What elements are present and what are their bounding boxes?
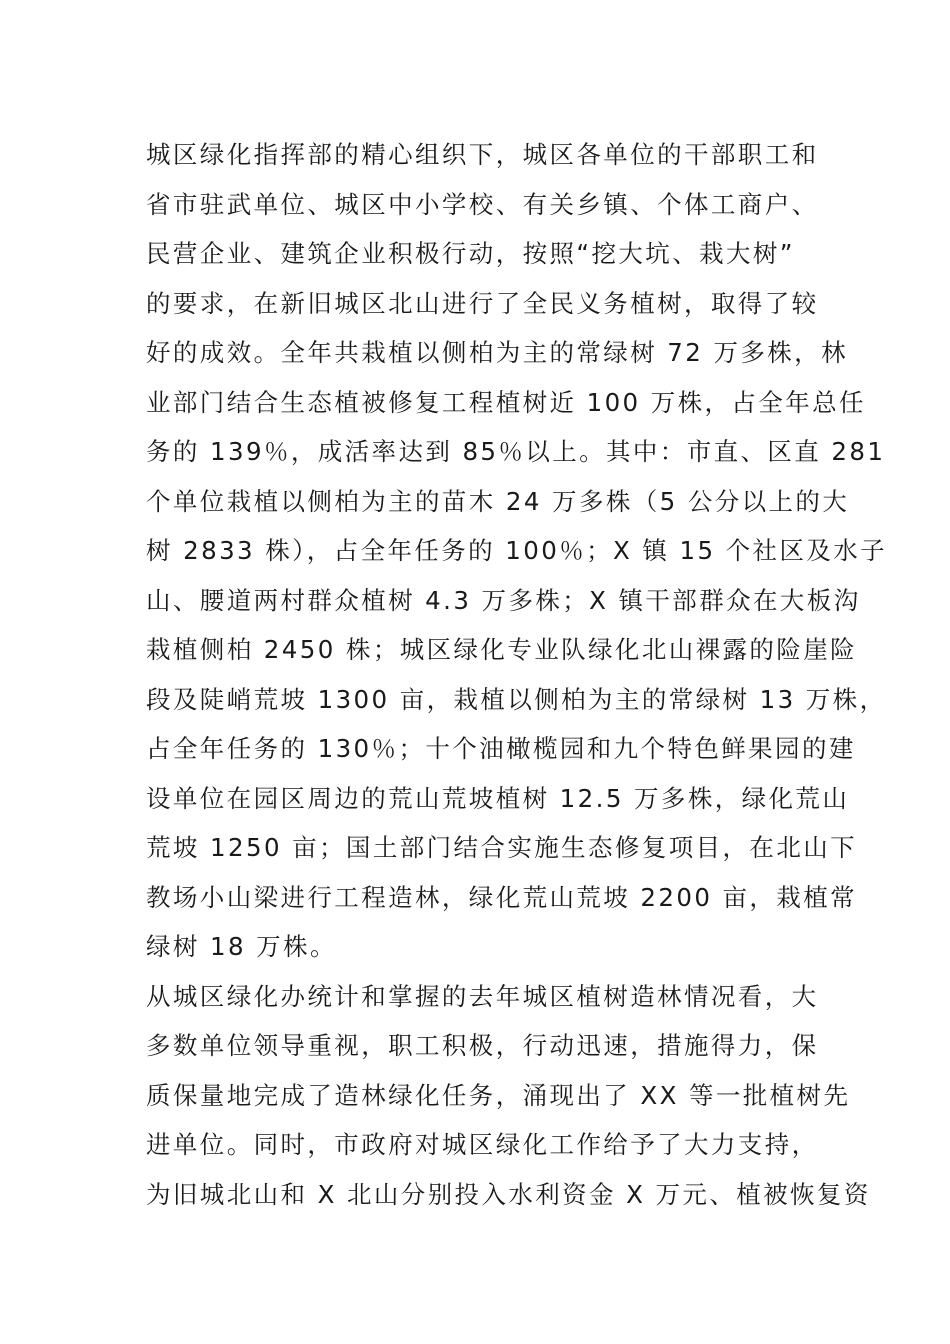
- text-line: 业部门结合生态植被修复工程植树近 100 万株，占全年总任: [146, 387, 866, 417]
- text-line: 教场小山梁进行工程造林，绿化荒山荒坡 2200 亩，栽植常: [146, 882, 858, 912]
- paragraph-statistics-summary: [146, 972, 871, 1220]
- text-line: 占全年任务的 130％；十个油橄榄园和九个特色鲜果园的建: [146, 734, 856, 763]
- text-line: 民营企业、建筑企业积极行动，按照“挖大坑、栽大树”: [146, 239, 795, 268]
- text-line: 山、腰道两村群众植树 4.3 万多株；X 镇干部群众在大板沟: [146, 585, 861, 615]
- text-line: 务的 139％，成活率达到 85％以上。其中：市直、区直 281: [146, 437, 886, 466]
- text-line: 多数单位领导重视，职工积极，行动迅速，措施得力，保: [146, 1031, 819, 1060]
- text-line: 设单位在园区周边的荒山荒坡植树 12.5 万多株，绿化荒山: [146, 783, 850, 813]
- text-line: 栽植侧柏 2450 株；城区绿化专业队绿化北山裸露的险崖险: [146, 635, 858, 664]
- text-line: 树 2833 株），占全年任务的 100％；X 镇 15 个社区及水子: [146, 536, 888, 565]
- text-line: 荒坡 1250 亩；国土部门结合实施生态修复项目，在北山下: [146, 833, 858, 862]
- text-line: 省市驻武单位、城区中小学校、有关乡镇、个体工商户、: [146, 189, 819, 219]
- text-line: 从城区绿化办统计和掌握的去年城区植树造林情况看，大: [146, 981, 819, 1011]
- text-line: 好的成效。全年共栽植以侧柏为主的常绿树 72 万多株，林: [146, 338, 848, 367]
- body-text: [146, 130, 888, 1219]
- text-line: 段及陡峭荒坡 1300 亩，栽植以侧柏为主的常绿树 13 万株，: [146, 684, 887, 714]
- text-line: 城区绿化指挥部的精心组织下，城区各单位的干部职工和: [146, 140, 819, 169]
- paragraph-greening-results: [146, 130, 888, 972]
- text-line: 进单位。同时，市政府对城区绿化工作给予了大力支持，: [146, 1130, 819, 1159]
- text-line: 个单位栽植以侧柏为主的苗木 24 万多株（5 公分以上的大: [146, 486, 850, 516]
- text-line: 的要求，在新旧城区北山进行了全民义务植树，取得了较: [146, 288, 819, 318]
- text-line: 质保量地完成了造林绿化任务，涌现出了 XX 等一批植树先: [146, 1080, 851, 1110]
- text-line: 绿树 18 万株。: [146, 932, 337, 961]
- text-line: 为旧城北山和 X 北山分别投入水利资金 X 万元、植被恢复资: [146, 1179, 871, 1209]
